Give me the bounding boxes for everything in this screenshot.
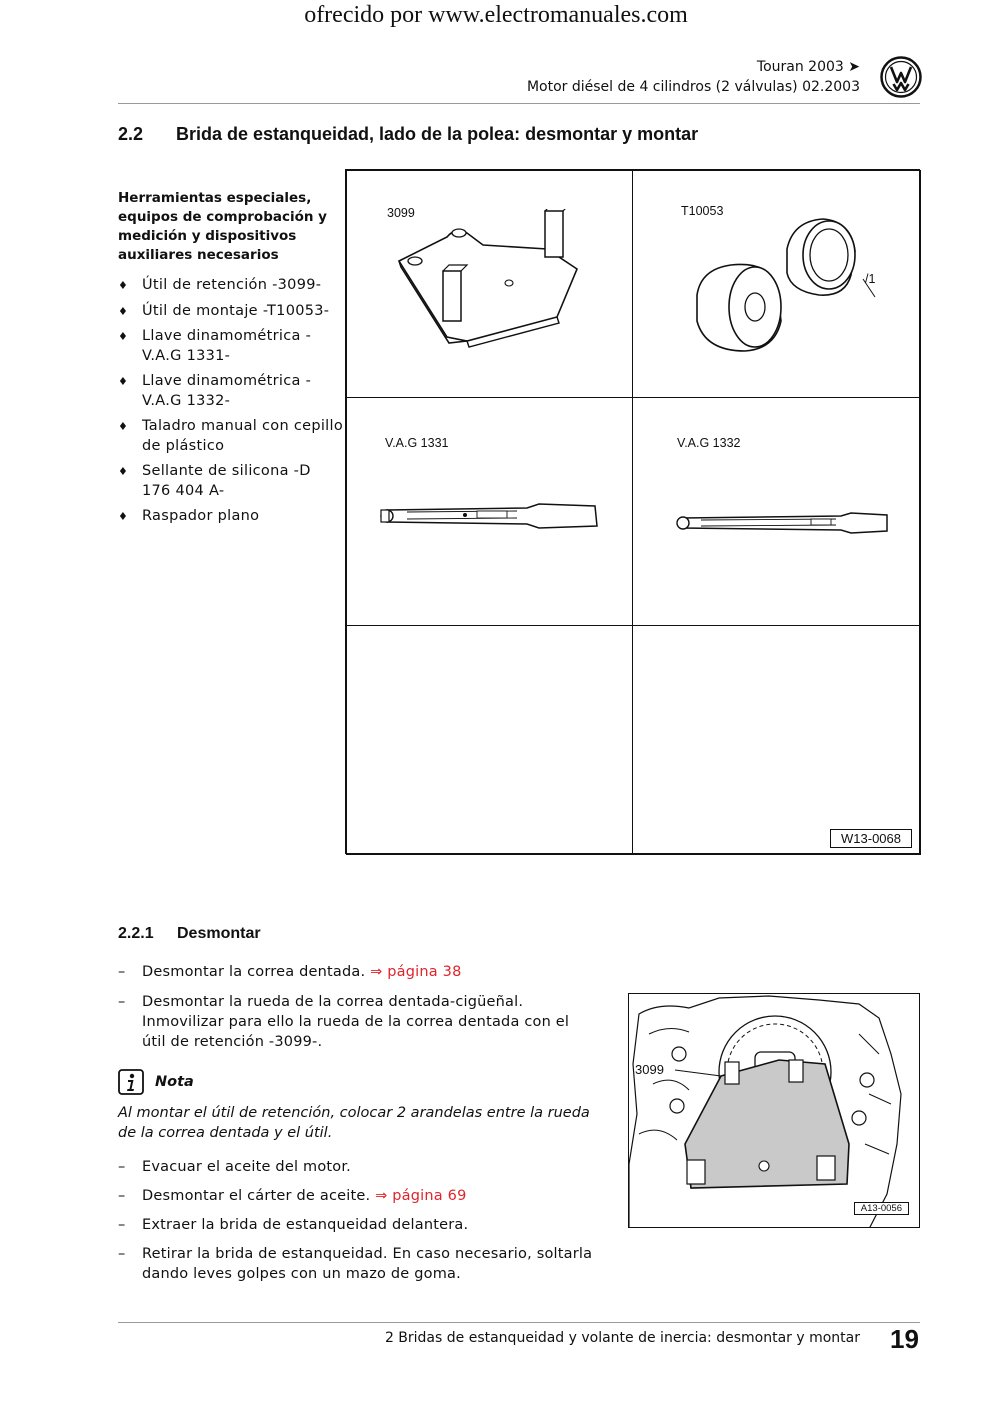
subsection-number: 2.2.1 (118, 925, 154, 942)
subsection-title-text: Desmontar (177, 925, 261, 942)
tool-cell-label: T10053 (681, 204, 724, 218)
info-icon (118, 1069, 144, 1095)
tool-cell-vag1332 (632, 397, 921, 626)
note-text: Al montar el útil de retención, colocar 2 arandelas entre la rueda de la correa dentada y el útil. (118, 1105, 590, 1141)
footer-chapter: 2 Bridas de estanqueidad y volante de inercia: desmontar y montar (384, 1330, 860, 1346)
tool-cell-label: V.A.G 1331 (385, 436, 449, 450)
page-link[interactable]: ⇒ página 69 (375, 1188, 467, 1204)
page-number: 19 (890, 1324, 919, 1354)
tool-cell-sublabel: /1 (865, 272, 876, 286)
step-item: – Desmontar la correa dentada. ⇒ página 38 (118, 964, 462, 980)
retaining-tool-icon (387, 209, 607, 349)
list-item: ♦ Sellante de silicona -D 176 404 A- (118, 462, 343, 501)
step-item: – Desmontar la rueda de la correa dentada-cigüeñal. Inmovilizar para ello la rueda de la correa dentada con el útil de retención -3099-. (118, 994, 570, 1050)
header-model: Touran 2003 ➤ (756, 59, 860, 75)
section-number: 2.2 (118, 124, 144, 144)
tool-cell-vag1331 (346, 397, 633, 626)
tool-table (345, 169, 920, 854)
tools-heading: Herramientas especiales, equipos de comprobación y medición y dispositivos auxiliares necesarios (118, 190, 327, 263)
step-text: Desmontar la rueda de la correa dentada-cigüeñal. Inmovilizar para ello la rueda de la correa dentada con el útil de retención -3099-. (142, 994, 570, 1050)
tool-cell-empty (632, 625, 921, 855)
step-text: Evacuar el aceite del motor. (142, 1159, 351, 1175)
figure-code: W13-0068 (830, 829, 912, 848)
figure-code: A13-0056 (854, 1202, 909, 1215)
tool-cell-label: V.A.G 1332 (677, 436, 741, 450)
list-item: ♦ Raspador plano (118, 507, 343, 527)
step-text: Desmontar la correa dentada. (142, 964, 366, 980)
footer-rule (118, 1322, 920, 1323)
step-item: – Evacuar el aceite del motor. (118, 1159, 351, 1175)
list-item: ♦ Útil de retención -3099- (118, 276, 343, 296)
tool-cell-empty (346, 625, 633, 855)
list-item: ♦ Llave dinamométrica -V.A.G 1331- (118, 327, 343, 366)
note-title: Nota (155, 1074, 194, 1090)
torque-wrench-icon (377, 498, 602, 538)
step-item: – Desmontar el cárter de aceite. ⇒ página 69 (118, 1188, 467, 1204)
list-item: ♦ Llave dinamométrica -V.A.G 1332- (118, 372, 343, 411)
watermark: ofrecido por www.electromanuales.com (304, 2, 688, 28)
step-item: – Extraer la brida de estanqueidad delantera. (118, 1217, 469, 1233)
torque-wrench-icon (671, 506, 896, 542)
step-text: Desmontar el cárter de aceite. (142, 1188, 371, 1204)
list-item: ♦ Taladro manual con cepillo de plástico (118, 417, 343, 456)
header-engine: Motor diésel de 4 cilindros (2 válvulas) 02.2003 (526, 79, 860, 95)
crankshaft-tool-drawing (629, 994, 920, 1228)
step-text: Retirar la brida de estanqueidad. En caso necesario, soltarla dando leves golpes con un mazo de goma. (142, 1246, 593, 1282)
tool-cell-3099 (346, 170, 633, 398)
tool-cell-t10053 (632, 170, 921, 398)
step-item: – Retirar la brida de estanqueidad. En caso necesario, soltarla dando leves golpes con un mazo de goma. (118, 1246, 593, 1282)
callout-label: 3099 (635, 1062, 664, 1077)
subsection-title (118, 925, 261, 943)
engine-illustration (628, 993, 920, 1228)
section-title (118, 124, 698, 145)
header-rule (118, 103, 920, 104)
tool-list (118, 276, 343, 533)
section-title-text: Brida de estanqueidad, lado de la polea: desmontar y montar (176, 124, 699, 144)
assembly-sleeve-icon (683, 211, 883, 361)
list-item: ♦ Útil de montaje -T10053- (118, 302, 343, 322)
page-link[interactable]: ⇒ página 38 (370, 964, 462, 980)
step-text: Extraer la brida de estanqueidad delantera. (142, 1217, 469, 1233)
tool-cell-label: 3099 (387, 206, 415, 220)
vw-logo-icon (880, 56, 922, 98)
